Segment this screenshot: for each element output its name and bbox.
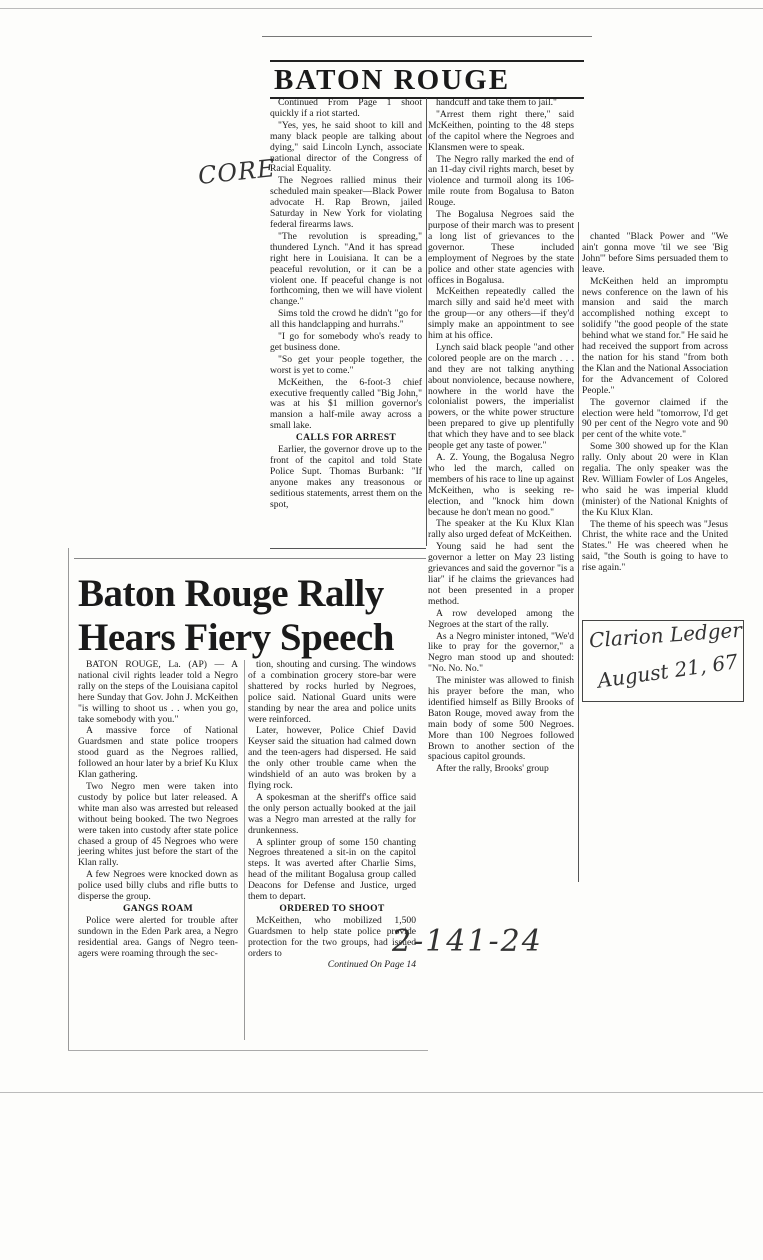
paragraph: "The revolution is spreading," thundered Lynch. "And it has spread right here in Louisiana. It can be a peaceful revolution, or it can be a violent one. If peaceful change is not forthcoming, then we will have violent change." [270, 230, 422, 308]
paragraph: The theme of his speech was "Jesus Christ, the white race and the United States." He was cheered when he said, "the South is going to have to rise again." [582, 518, 728, 574]
clip-date-handwriting: August 21, 67 [596, 649, 740, 693]
paragraph: Lynch said black people "and other colored people are on the march . . . and they are not talking anything about nonviolence, because nowhere, nowhere in the world have the colonialist powers, the imperialist powers, or the white power structure been prepared to give up plentifully that which they have and to see black people get any taste of power." [428, 341, 574, 452]
section-rule [270, 548, 426, 549]
paragraph: The governor claimed if the election were held "tomorrow, I'd get 90 per cent of the Negro vote and 90 per cent of the white vote." [582, 396, 728, 441]
paragraph: The Negro rally marked the end of an 11-day civil rights march, beset by violence and turmoil along its 106-mile route from Bogalusa to Baton Rouge. [428, 153, 574, 209]
paragraph: Police were alerted for trouble after sundown in the Eden Park area, a Negro residential area. Gangs of Negro teen-agers were roaming through the sec- [78, 914, 238, 959]
column-rule [578, 222, 579, 882]
paragraph: The Bogalusa Negroes said the purpose of their march was to present a long list of grievances to the governor. These included employment of Negroes by the state police and other state agencies with offices in Bogalusa. [428, 209, 574, 286]
paragraph: A row developed among the Negroes at the start of the rally. [428, 607, 574, 630]
continued-note: Continued On Page 14 [327, 959, 416, 971]
bottom-col-b [248, 660, 416, 972]
paragraph: Some 300 showed up for the Klan rally. Only about 20 were in Klan regalia. The only speaker was the Rev. William Fowler of Los Angeles, who said he was imperial kludd (minister) of the National Knights of the Ku Klux Klan. [582, 441, 728, 518]
paragraph: A spokesman at the sheriff's office said the only person actually booked at the jail was a Negro man arrested at the rally for drunkenness. [248, 791, 416, 836]
paragraph: "So get your people together, the worst is yet to come." [270, 353, 422, 376]
paragraph: A splinter group of some 150 chanting Negroes threatened a sit-in on the capitol steps. It was averted after Charlie Sims, head of the militant Bogalusa group called Deacons for Defense and Justice, urged them to depart. [248, 836, 416, 903]
baton-rouge-header: BATON ROUGE [270, 60, 584, 99]
paragraph: Sims told the crowd he didn't "go for all this handclapping and hurrahs." [270, 308, 422, 331]
paragraph: "I go for somebody who's ready to get business done. [270, 331, 422, 353]
paragraph: As a Negro minister intoned, "We'd like to pray for the governor," a Negro man stood up and shouted: "No. No. No." [428, 630, 574, 675]
paragraph: "Yes, yes, he said shoot to kill and many black people are talking about dying," said Lincoln Lynch, associate national director of the Congress of Racial Equality. [270, 119, 422, 175]
paragraph: The speaker at the Ku Klux Klan rally also urged defeat of McKeithen. [428, 518, 574, 541]
paragraph: Young said he had sent the governor a letter on May 23 listing grievances and said the governor "is a liar" if he claims the grievances had not been presented in a proper method. [428, 541, 574, 607]
scan-fold-line [0, 1092, 763, 1093]
paragraph: McKeithen held an impromptu news conference on the lawn of his mansion and said the march accomplished nothing except to solidify "the good people of the state behind what we stand for." He said he had received the support from across the nation for his stand "from both the Klan and the National Association for the Advancement of Colored People." [582, 275, 728, 396]
section-rule [74, 558, 426, 559]
clip-source-box [582, 617, 744, 702]
bottom-col-a [78, 660, 238, 960]
paragraph: The Negroes rallied minus their scheduled main speaker—Black Power advocate H. Rap Brown, jailed Saturday in New York for violating federal firearms laws. [270, 175, 422, 230]
paragraph: tion, shouting and cursing. The windows of a combination grocery store-bar were shattered by rocks hurled by Negroes, police said. National Guard units were standing by near the area and police units were reinforced. [248, 659, 416, 725]
paragraph: "Arrest them right there," said McKeithen, pointing to the 48 steps of the capitol where the Negroes and Klansmen were to speak. [428, 108, 574, 153]
paragraph: McKeithen, who mobilized 1,500 Guardsmen to help state police provide protection for the two groups, had issued orders to [248, 914, 416, 959]
top-col-2 [428, 98, 574, 776]
file-number-handwriting: 2-141-24 [392, 924, 543, 959]
gangs-roam-subhead: GANGS ROAM [123, 902, 193, 914]
paragraph: Later, however, Police Chief David Keyser said the situation had calmed down and the teen-agers had dispersed. He said the only other trouble came when the windshield of an auto was broken by a flying rock. [248, 725, 416, 791]
top-col-3 [582, 232, 728, 575]
scan-top-edge [0, 8, 763, 9]
clip-left-edge [68, 548, 75, 1050]
column-rule [426, 98, 427, 546]
top-col-1 [270, 98, 422, 512]
column-rule [244, 660, 245, 1040]
paragraph: McKeithen repeatedly called the march silly and said he'd meet with the group—or any others—if they'd simply make an appointment to see him at his office. [428, 286, 574, 342]
paragraph: chanted "Black Power and "We ain't gonna move 'til we see 'Big John'" before Sims persuaded them to leave. [582, 231, 728, 275]
headline: Baton Rouge Rally Hears Fiery Speech [78, 572, 394, 659]
paragraph: A few Negroes were knocked down as police used billy clubs and rifle butts to disperse the group. [78, 869, 238, 903]
calls-for-arrest-subhead: CALLS FOR ARREST [295, 432, 397, 444]
paragraph: The minister was allowed to finish his prayer before the man, who identified himself as Billy Brooks of Baton Rouge, moved away from the main body of some 500 Negroes. More than 100 Negroes followed Brown to another section of the spacious capitol grounds. [428, 675, 574, 763]
core-handwritten-note: CORE [196, 154, 277, 190]
paragraph: Earlier, the governor drove up to the front of the capitol and told State Police Supt. Thomas Burbank: "If anyone makes any treasonous or seditious statements, arrest them on the spot, [270, 444, 422, 510]
paragraph: A massive force of National Guardsmen and state police troopers stood guard as the Negroes rallied, followed an hour later by a brief Ku Klux Klan gathering. [78, 725, 238, 781]
paragraph: Continued From Page 1 shoot quickly if a riot started. [270, 97, 422, 119]
clip-source-handwriting: Clarion Ledger [588, 617, 743, 653]
paragraph: After the rally, Brooks' group [436, 763, 549, 775]
paragraph: McKeithen, the 6-foot-3 chief executive frequently called "Big John," was at his $1 million governor's mansion a half-mile away across a small lake. [270, 376, 422, 432]
paragraph: A. Z. Young, the Bogalusa Negro who led the march, called on members of his race to line up against McKeithen, who is seeking re-election, and "knock him down because he don't mean no good." [428, 452, 574, 518]
clip-bottom-edge [68, 1050, 428, 1051]
paragraph: Two Negro men were taken into custody by police but later released. A white man also was arrested but released without being booked. The two Negroes were taken into custody after state police chased a group of 45 Negroes who were jeering whites just before the start of the Klan rally. [78, 780, 238, 869]
paragraph: BATON ROUGE, La. (AP) — A national civil rights leader told a Negro rally on the steps of the Louisiana capitol here Sunday that Gov. John J. McKeithen "is willing to shoot us . . when you go, take somebody with you." [78, 659, 238, 725]
clip-top-edge [262, 36, 592, 55]
ordered-to-shoot-subhead: ORDERED TO SHOOT [279, 902, 385, 914]
paragraph: handcuff and take them to jail." [436, 97, 557, 108]
